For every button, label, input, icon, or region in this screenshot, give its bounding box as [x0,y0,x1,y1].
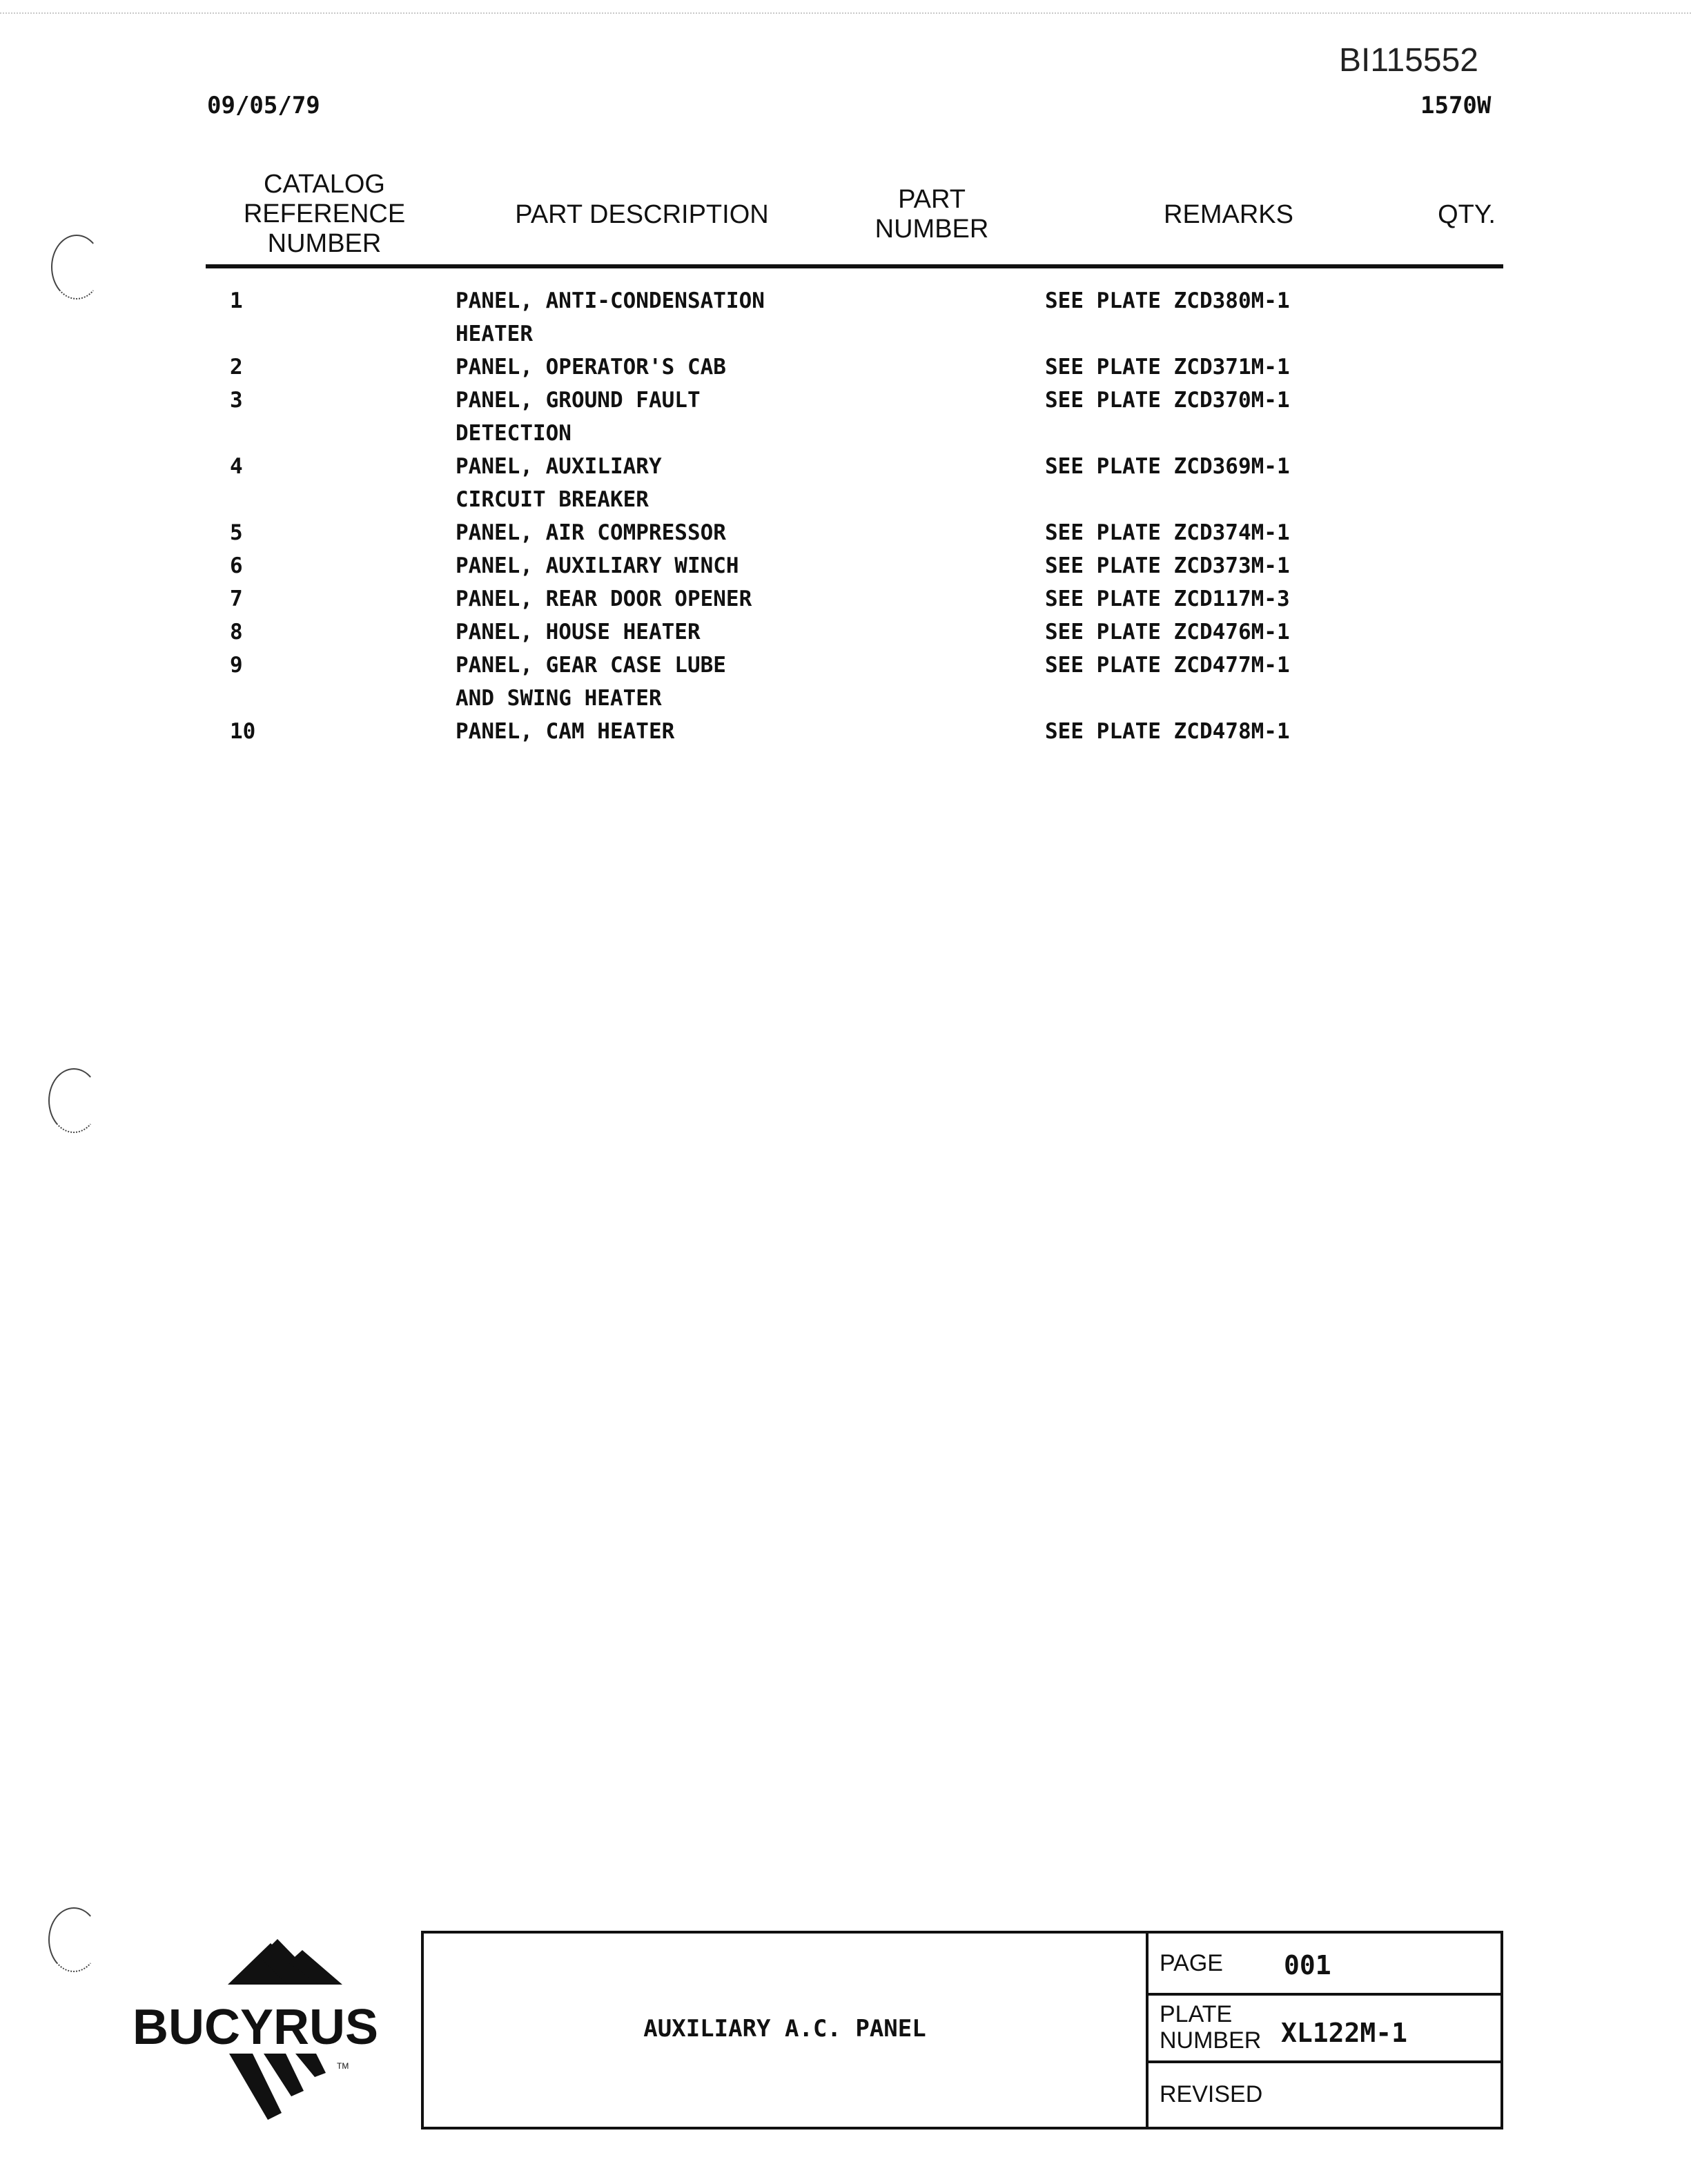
revised-label: REVISED [1160,2081,1263,2107]
logo-stripe-3-icon [295,2054,326,2077]
logo-trademark: TM [337,2061,349,2071]
title-block-divider [1146,1931,1148,2129]
row-description-line1: PANEL, GROUND FAULT [456,388,701,413]
column-header-part-line2: NUMBER [874,215,989,244]
row-remarks: SEE PLATE ZCD478M-1 [1045,719,1290,744]
column-header-part-line1: PART [898,185,966,214]
row-description [456,450,939,516]
page-label: PAGE [1160,1950,1223,1976]
row-ref: 2 [230,355,243,380]
machine-model: 1570W [1420,92,1492,119]
row-ref: 5 [230,520,243,545]
row-remarks: SEE PLATE ZCD369M-1 [1045,454,1290,479]
plate-number-label-line1: PLATE [1160,2001,1233,2027]
row-ref: 1 [230,288,243,313]
row-description [456,616,939,649]
bucyrus-logo [117,1932,407,2139]
document-id: BI115552 [1339,42,1478,79]
row-description-line2: DETECTION [456,421,571,446]
row-remarks: SEE PLATE ZCD374M-1 [1045,520,1290,545]
row-remarks: SEE PLATE ZCD370M-1 [1045,388,1290,413]
row-ref: 3 [230,388,243,413]
row-description-line1: PANEL, CAM HEATER [456,719,675,744]
row-ref: 8 [230,620,243,645]
row-description [456,284,939,351]
row-ref: 7 [230,587,243,611]
row-description-line2: AND SWING HEATER [456,686,662,711]
row-remarks: SEE PLATE ZCD373M-1 [1045,553,1290,578]
row-remarks: SEE PLATE ZCD476M-1 [1045,620,1290,645]
row-description-line1: PANEL, OPERATOR'S CAB [456,355,726,380]
plate-number-label [1160,2001,1261,2054]
row-description [456,351,939,384]
column-header-ref-line2: REFERENCE [243,199,406,228]
row-ref: 6 [230,553,243,578]
row-description-line2: CIRCUIT BREAKER [456,487,649,512]
row-description [456,516,939,549]
row-remarks: SEE PLATE ZCD477M-1 [1045,653,1290,678]
column-header-ref-line3: NUMBER [267,229,382,258]
row-description [456,582,939,616]
row-description [456,384,939,450]
column-header-qty: QTY. [1438,200,1496,229]
row-ref: 10 [230,719,256,744]
logo-wordmark: BUCYRUS [132,2000,379,2055]
plate-number: XL122M-1 [1281,2018,1408,2048]
row-remarks: SEE PLATE ZCD380M-1 [1045,288,1290,313]
row-description-line1: PANEL, ANTI-CONDENSATION [456,288,765,313]
plate-title: AUXILIARY A.C. PANEL [643,2015,926,2043]
row-description-line1: PANEL, HOUSE HEATER [456,620,701,645]
column-header-part-description: PART DESCRIPTION [515,200,769,229]
row-description [456,649,939,715]
info-rule-1 [1146,1993,1503,1996]
row-remarks: SEE PLATE ZCD371M-1 [1045,355,1290,380]
row-description-line1: PANEL, REAR DOOR OPENER [456,587,752,611]
row-ref: 4 [230,454,243,479]
row-description [456,715,939,748]
document-date: 09/05/79 [207,92,320,119]
row-description-line1: PANEL, AUXILIARY WINCH [456,553,739,578]
column-header-remarks: REMARKS [1164,200,1293,229]
page-number: 001 [1284,1950,1331,1980]
plate-number-label-line2: NUMBER [1160,2027,1262,2054]
column-header-ref-line1: CATALOG [264,170,385,199]
info-rule-2 [1146,2060,1503,2063]
row-remarks: SEE PLATE ZCD117M-3 [1045,587,1290,611]
row-description-line2: HEATER [456,322,533,346]
row-description-line1: PANEL, GEAR CASE LUBE [456,653,726,678]
row-description-line1: PANEL, AIR COMPRESSOR [456,520,726,545]
row-description-line1: PANEL, AUXILIARY [456,454,662,479]
row-description [456,549,939,582]
row-ref: 9 [230,653,243,678]
